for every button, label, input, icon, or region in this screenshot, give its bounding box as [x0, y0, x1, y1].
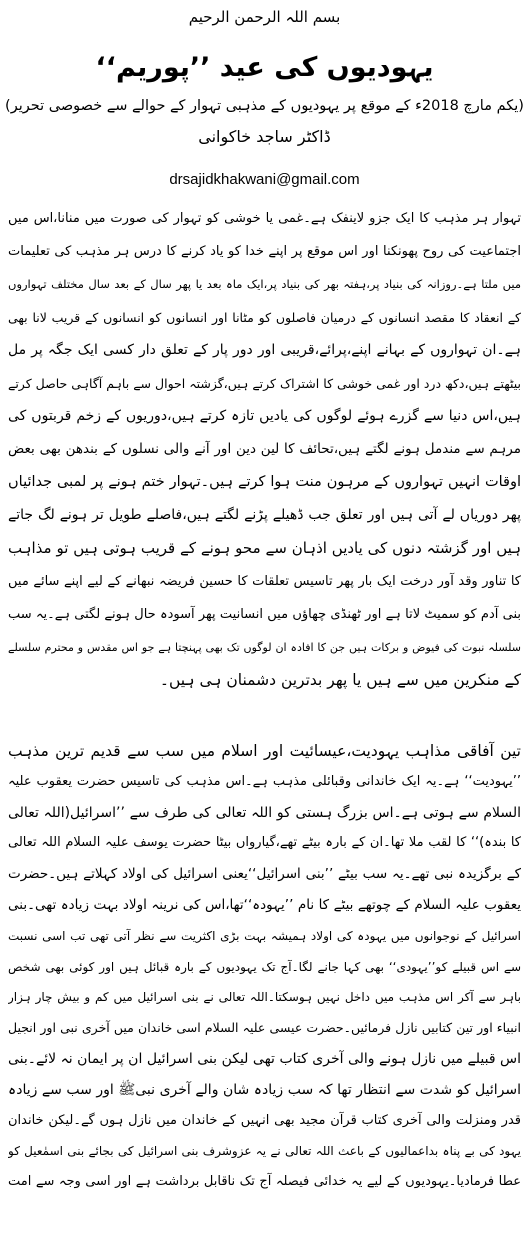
text-line: کے برگزیدہ نبی تھے۔یہ سب بیٹے ’’بنی اسرائیل‘‘یعنی اسرائیل کی اولاد کہلاتے ہیں۔حضرت [8, 866, 521, 883]
text-line: کے انعقاد کا مقصد انسانوں کے درمیان فاصلوں کو مٹانا اور انسانوں کو انسانوں کے قریب لانا بھی [8, 310, 521, 325]
text-line: بیٹھتے ہیں،دکھ درد اور غمی خوشی کا اشتراک کرتے ہیں،گزشتہ احوال سے باہم آگاہی حاصل کرتے [8, 376, 521, 391]
paragraph-2 [8, 736, 521, 1198]
text-line: عطا فرمادیا۔یہودیوں کے لیے یہ خدائی فیصلہ آج تک ناقابل برداشت ہے اور اسی وجہ سے امت [8, 1174, 521, 1190]
text-line: باہر سے آکر اس مذہب میں داخل نہیں ہوسکتا۔اللہ تعالی نے بنی اسرائیل میں کم و بیش چار ہزار [8, 990, 521, 1005]
text-line: اوقات انہیں تہواروں کے مرہون منت ہوا کرتے ہیں۔تہوار ختم ہونے پر لمبی جدائیاں [8, 474, 521, 490]
text-line: میں ملتا ہے۔روزانہ کی بنیاد پر،ہفتہ بھر کی بنیاد پر،ایک ماہ بعد یا پھر سال کے بعد سال مختلف تہواروں [8, 277, 521, 291]
text-line: اجتماعیت کی روح پھونکنا اور اس موقع پر اپنے خدا کو یاد کرنے کا درس ہر مذہب کی تعلیمات [8, 244, 521, 259]
text-line: پھر دوریاں لے آتی ہیں اور تعلق جب ڈھیلے پڑنے لگتے ہیں،فاصلے طویل تر ہونے لگ جاتے [8, 507, 521, 523]
article-title: یہودیوں کی عید ’’پوریم‘‘ [95, 52, 434, 83]
text-line: مرہم سے مندمل ہونے لگتے ہیں،تحائف کا لین دین اور آنے والی نسلوں کے بندھن بھی بعض [8, 441, 521, 457]
text-line: ہیں اور گزشتہ دنوں کی یادیں اذہان سے محو ہونے کے قریب ہوتی ہیں تو مذاہب [8, 539, 521, 557]
text-line: کا تناور وقد آور درخت ایک بار پھر تاسیس تعلقات کا حسین فریضہ نبھانے کے لیے اپنے سائے میں [8, 574, 521, 589]
text-line: قدر ومنزلت والی آخری کتاب قرآن مجید بھی انہیں کے خاندان میں نازل ہوں گے۔لیکن خاندان [8, 1112, 521, 1128]
article-subtitle: (یکم مارچ 2018ء کے موقع پر یہودیوں کے مذہبی تہوار کے حوالے سے خصوصی تحریر) [5, 98, 524, 114]
text-line: ہے۔ان تہواروں کے بہانے اپنے،پرائے،قریبی اور دور پار کے تعلق دار کسی ایک جگہ پر مل [8, 342, 521, 358]
paragraph-1 [8, 202, 521, 697]
text-line: اسرائیل کو شدت سے انتظار تھا کہ سب زیادہ شان والے آخری نبیﷺ اور سب سے زیادہ [8, 1081, 521, 1098]
text-line: سے اس قبیلے کو’’یہودی‘‘ بھی کہا جانے لگا۔آج تک یہودیوں کے بارہ قبائل ہیں اور کوئی بھی شخص [8, 959, 521, 974]
text-line: انبیاء اور تین کتابیں نازل فرمائیں۔حضرت عیسی علیہ السلام اسی خاندان میں آخری نبی اور انجیل [8, 1020, 521, 1036]
bismillah: بسم اللہ الرحمن الرحیم [188, 8, 341, 26]
text-line: سلسلہ نبوت کی فیوض و برکات ہیں جن کا افادہ ان لوگوں تک بھی پہنچتا ہے جو اس مقدس و محترم سلسلے [8, 641, 521, 654]
text-line: ہیں،اس دنیا سے گزرے ہوئے لوگوں کی یادیں تازہ کرتے ہیں،دوریوں کے زخم قربتوں کی [8, 408, 521, 424]
author-email: drsajidkhakwani@gmail.com [169, 171, 360, 188]
text-line: بنی آدم کو سمیٹ لاتا ہے اور ٹھنڈی چھاؤں میں انسانیت پھر آسودہ حال ہونے لگتی ہے۔یہ سب [8, 607, 521, 622]
text-line: اس قبیلے میں نازل ہونے والی آخری کتاب تھی لیکن بنی اسرائیل ان پر ایمان نہ لائے۔بنی [8, 1050, 521, 1067]
text-line: اسرائیل کے نوجوانوں میں یہودہ کی اولاد ہمیشہ بہت بڑی اکثریت سے نظر آتی تھی تب اسی نسبت [8, 928, 521, 943]
text-line: کا بندہ)‘‘ کا لقب ملا تھا۔ان کے بارہ بیٹے تھے،گیارواں بیٹا حضرت یوسف علیہ السلام اللہ تعالی [8, 835, 521, 851]
text-line: السلام سے ہوتی ہے۔اس بزرگ ہستی کو اللہ تعالی کی طرف سے ’’اسرائیل(اللہ تعالی [8, 804, 521, 821]
text-line: تہوار ہر مذہب کا ایک جزو لاینفک ہے۔غمی یا خوشی کو تہوار کی صورت میں منانا،اس میں [8, 211, 521, 226]
text-line: یہود کی بے پناہ بداعمالیوں کے باعث اللہ تعالی نے یہ عزوشرف بنی اسرائیل کی بجائے بنی اسمٰعیل کو [8, 1144, 521, 1159]
text-line: یعقوب علیہ السلام کے چوتھے بیٹے کا نام ’’یہودہ‘‘تھا،اس کی نرینہ اولاد بہت زیادہ تھی۔بنی [8, 896, 521, 913]
author-name: ڈاکٹر ساجد خاکوانی [198, 127, 331, 146]
text-line: تین آفاقی مذاہب یہودیت،عیسائیت اور اسلام میں سب سے قدیم ترین مذہب [8, 742, 521, 760]
text-line: ’’یہودیت‘‘ ہے۔یہ ایک خاندانی وقبائلی مذہب ہے۔اس مذہب کی تاسیس حضرت یعقوب علیہ [8, 773, 521, 789]
text-line: کے منکرین میں سے ہیں یا پھر بدترین دشمنان ہی ہیں۔ [159, 671, 521, 689]
